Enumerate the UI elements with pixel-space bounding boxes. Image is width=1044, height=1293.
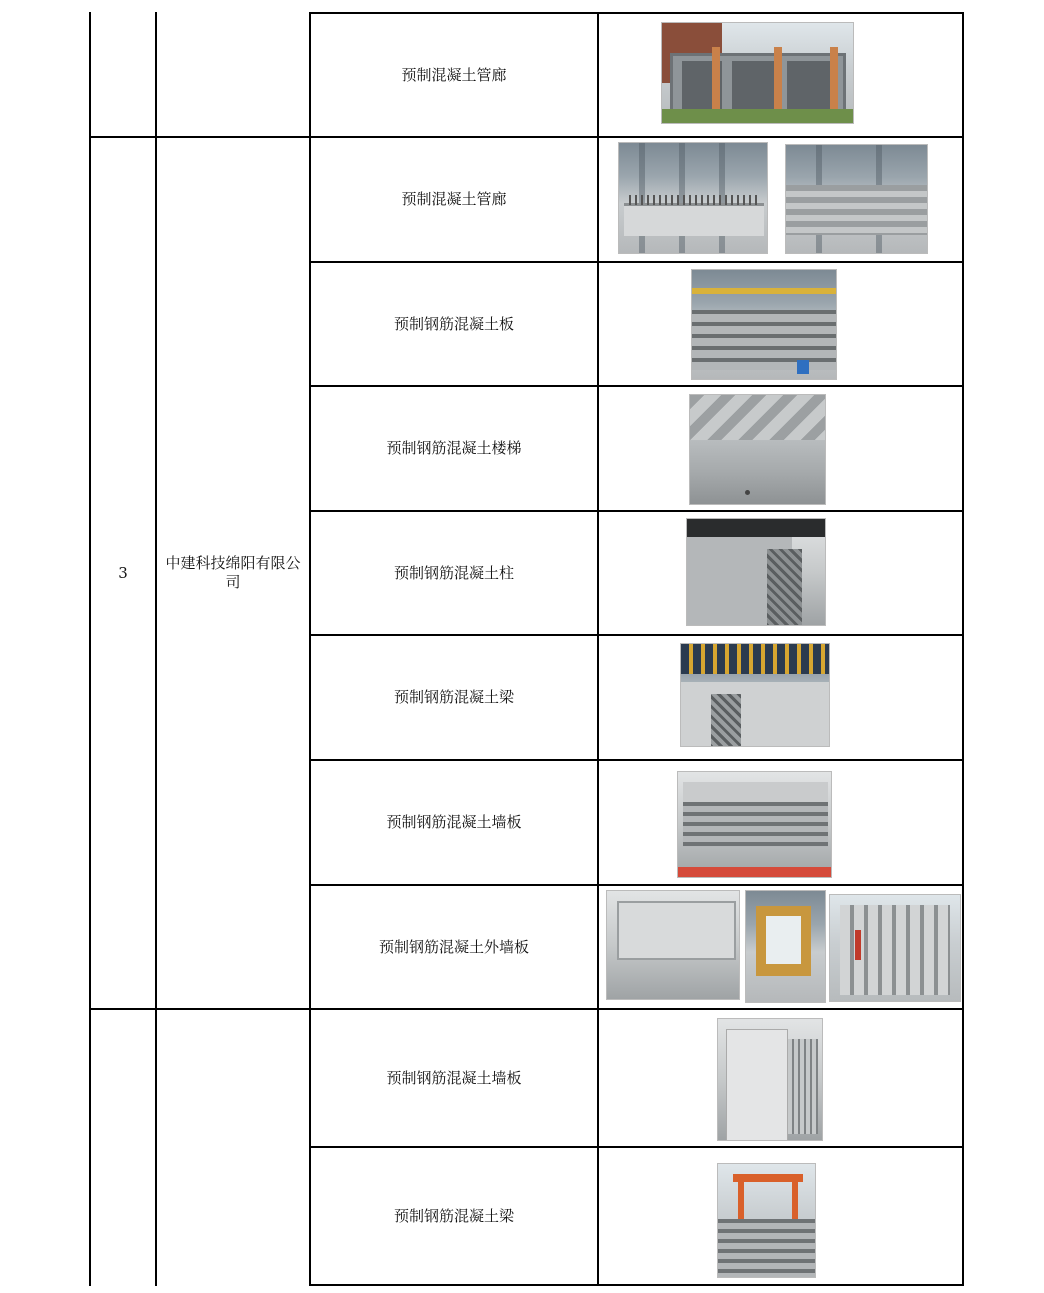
exterior-wall-photo (606, 890, 740, 1000)
product-name: 预制钢筋混凝土外墙板 (378, 937, 529, 956)
table-row-divider (310, 1284, 964, 1286)
company-name (157, 138, 309, 1008)
precast-beam-photo (717, 1163, 816, 1278)
company-name-text: 中建科技绵阳有限公司 (165, 554, 301, 591)
precast-beam-photo (680, 643, 830, 747)
product-name: 预制钢筋混凝土墙板 (386, 813, 522, 831)
product-name: 预制钢筋混凝土板 (393, 314, 514, 333)
product-name: 预制钢筋混凝土墙板 (386, 1068, 522, 1087)
row-index: 3 (118, 563, 128, 582)
precast-slab-photo (691, 269, 837, 380)
table-border-right (962, 12, 964, 1286)
utility-tunnel-photo (661, 22, 854, 124)
product-name: 预制钢筋混凝土梁 (393, 688, 514, 706)
product-name: 预制混凝土管廊 (401, 190, 507, 208)
precast-wallpanel-photo (677, 771, 832, 878)
precast-wallpanel-photo (717, 1018, 823, 1141)
product-name: 预制钢筋混凝土楼梯 (386, 439, 522, 457)
product-name: 预制钢筋混凝土梁 (393, 1206, 514, 1225)
product-name: 预制钢筋混凝土柱 (393, 563, 514, 582)
utility-tunnel-photo (618, 142, 768, 254)
product-name: 预制混凝土管廊 (401, 65, 507, 84)
exterior-wall-photo (745, 890, 826, 1003)
precast-stair-photo (689, 394, 826, 505)
utility-tunnel-photo (785, 144, 928, 254)
table-border-product (597, 12, 599, 1286)
exterior-wall-photo (829, 894, 961, 1002)
precast-column-photo (686, 518, 826, 626)
